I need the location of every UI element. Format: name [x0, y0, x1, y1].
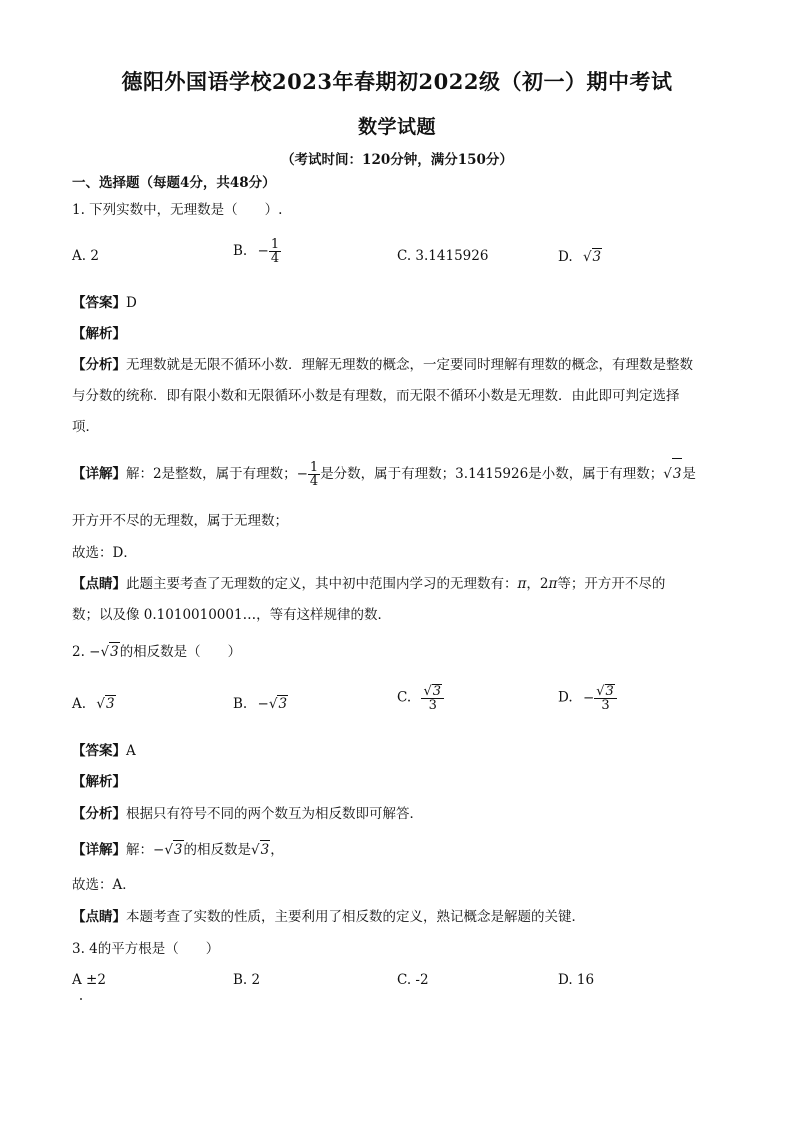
q2-detail-sqrt-2: √3	[251, 842, 270, 858]
q1-detail-denominator: 4	[309, 474, 319, 489]
q1-option-d-label: D.	[558, 249, 573, 265]
q1-option-d	[558, 248, 602, 265]
q2-option-c-fraction	[421, 684, 444, 712]
q1-option-b-denominator: 4	[270, 251, 280, 266]
q3-option-c: C. -2	[397, 972, 429, 988]
q2-option-c-radicand: 3	[432, 684, 442, 699]
q2-comment-tag: 【点睛】	[72, 909, 126, 925]
q1-answer-tag: 【答案】	[72, 295, 126, 311]
q1-option-c: C. 3.1415926	[397, 248, 489, 264]
q2-stem-sqrt: √3	[100, 644, 119, 660]
q2-detail-text-b: 的相反数是	[183, 842, 252, 858]
q2-stem-pre: 2. −	[72, 644, 101, 660]
q1-option-b-label: B.	[233, 243, 248, 259]
q2-detail-text-a: 解：−	[126, 842, 165, 858]
q2-option-d-denominator: 3	[601, 698, 610, 713]
q1-comment-text-a: 此题主要考查了无理数的定义，其中初中范围内学习的无理数有：	[126, 576, 518, 592]
q1-option-d-sqrt: √3	[582, 249, 602, 265]
q2-option-d	[558, 684, 617, 712]
q1-choose: 故选：D．	[72, 545, 137, 561]
q1-fenxi-line2: 与分数的统称．即有限小数和无限循环小数是有理数，而无限不循环小数是无理数．由此即可判定选择	[72, 388, 680, 404]
q2-detail-radicand-2: 3	[260, 842, 270, 858]
q3-option-b: B. 2	[233, 972, 261, 988]
q2-option-d-radicand: 3	[605, 684, 614, 699]
q1-detail-numerator: 1	[309, 460, 319, 475]
q2-comment-text: 本题考查了实数的性质，主要利用了相反数的定义，熟记概念是解题的关键．	[126, 909, 585, 925]
q1-option-b-numerator: 1	[270, 237, 280, 252]
q2-option-a-sqrt: √3	[96, 696, 115, 712]
q1-comment-text-c: 等；开方开不尽的	[557, 576, 666, 592]
q2-option-a	[72, 695, 116, 712]
q1-answer-value: D	[126, 295, 137, 311]
q2-comment	[72, 908, 585, 926]
exam-info: （考试时间：120分钟，满分150分）	[281, 152, 513, 168]
q1-option-d-radicand: 3	[592, 249, 602, 265]
q2-option-d-fraction	[594, 684, 617, 712]
q2-answer-tag: 【答案】	[72, 743, 126, 759]
q2-stem-radicand: 3	[110, 644, 119, 660]
q1-fenxi-text1: 无理数就是无限不循环小数．理解无理数的概念，一定要同时理解有理数的概念，有理数是整数	[126, 357, 693, 373]
q2-choose: 故选：A．	[72, 877, 136, 893]
q2-option-b-radicand: 3	[278, 696, 288, 712]
q2-option-b-sqrt: √3	[268, 696, 288, 712]
q2-option-d-numerator	[594, 684, 617, 699]
q1-comment-line1	[72, 575, 665, 593]
q2-option-b-sign: −	[257, 696, 269, 712]
q2-option-c-numerator	[421, 684, 444, 699]
q1-comment-tag: 【点睛】	[72, 576, 126, 592]
exam-title: 德阳外国语学校2023年春期初2022级（初一）期中考试	[121, 69, 673, 94]
q1-detail-sqrt: √3	[663, 466, 682, 482]
q1-option-a: A. 2	[72, 248, 99, 264]
q1-fenxi-line1	[72, 356, 693, 374]
q1-detail-text-c: 是	[682, 466, 696, 482]
q2-answer	[72, 742, 136, 760]
q2-detail-radicand-1: 3	[173, 842, 183, 858]
q1-detail-text-b: 是分数，属于有理数；3.1415926是小数，属于有理数；	[320, 466, 664, 482]
q1-detail-fraction	[308, 461, 320, 488]
section-heading: 一、选择题（每题4分，共48分）	[72, 175, 276, 191]
q2-option-a-radicand: 3	[105, 696, 115, 712]
q1-answer	[72, 294, 137, 312]
q2-stem	[72, 642, 241, 661]
q1-detail-line2: 开方开不尽的无理数，属于无理数；	[72, 513, 288, 529]
q1-fenxi-line3: 项．	[72, 419, 99, 435]
q2-option-d-label: D.	[558, 689, 573, 706]
q1-comment-pi-1: π	[517, 576, 527, 592]
q2-fenxi	[72, 805, 423, 823]
q2-option-c-sqrt: √3	[423, 684, 442, 699]
q1-detail-tag: 【详解】	[72, 466, 126, 482]
q2-detail-tag: 【详解】	[72, 842, 126, 858]
q2-option-c-label: C.	[397, 689, 412, 706]
q2-detail-sqrt-1: √3	[164, 842, 183, 858]
q3-option-a: A ±2	[72, 972, 106, 988]
q2-option-a-label: A.	[72, 696, 87, 712]
q1-detail-line1	[72, 458, 696, 489]
q2-option-d-sqrt: √3	[596, 684, 614, 699]
stray-dot	[80, 998, 82, 1000]
q2-analysis-tag: 【解析】	[72, 774, 126, 790]
q2-option-c	[397, 684, 444, 712]
q1-stem: 1. 下列实数中，无理数是（ ）.	[72, 202, 283, 218]
q2-fenxi-text: 根据只有符号不同的两个数互为相反数即可解答．	[126, 806, 423, 822]
q2-option-b-label: B.	[233, 696, 248, 712]
q1-detail-sign: −	[296, 466, 308, 482]
q2-option-d-sign: −	[582, 689, 595, 706]
q1-comment-line2: 数；以及像 0.1010010001…，等有这样规律的数．	[72, 607, 392, 623]
q2-stem-post: 的相反数是（ ）	[119, 644, 242, 660]
q2-option-b	[233, 695, 288, 712]
q2-fenxi-tag: 【分析】	[72, 806, 126, 822]
q1-analysis-tag: 【解析】	[72, 326, 126, 342]
q1-option-b	[233, 238, 281, 265]
q2-detail-text-c: ，	[270, 842, 284, 858]
q2-option-c-denominator: 3	[428, 698, 437, 713]
q1-detail-radicand: 3	[672, 458, 683, 489]
q3-option-d: D. 16	[558, 972, 595, 988]
q1-option-b-fraction	[269, 238, 281, 265]
q2-answer-value: A	[126, 743, 136, 759]
exam-subtitle: 数学试题	[357, 116, 436, 138]
q1-comment-pi-2: π	[548, 576, 558, 592]
q1-comment-text-b: ，2	[526, 576, 549, 592]
q1-detail-text-a: 解：2是整数，属于有理数；	[126, 466, 297, 482]
q3-stem: 3. 4的平方根是（ ）	[72, 941, 220, 957]
q1-fenxi-tag: 【分析】	[72, 357, 126, 373]
q2-detail	[72, 840, 284, 859]
q1-option-b-sign: −	[257, 243, 269, 259]
